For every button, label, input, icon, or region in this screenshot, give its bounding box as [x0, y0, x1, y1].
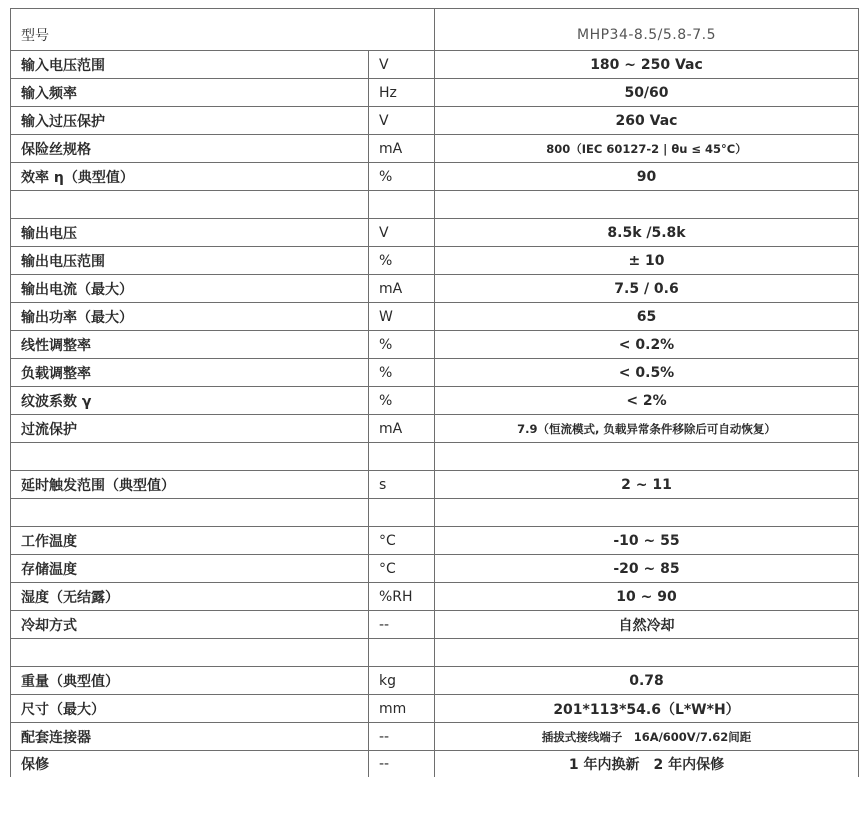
table-row: [11, 219, 859, 247]
param-unit: --: [369, 611, 435, 639]
model-value: MHP34-8.5/5.8-7.5: [435, 9, 859, 51]
param-value: [435, 499, 859, 527]
param-name: 输入过压保护: [11, 107, 369, 135]
separator-row: [11, 191, 859, 219]
table-row: [11, 331, 859, 359]
model-label: 型号: [11, 9, 435, 51]
param-unit: °C: [369, 527, 435, 555]
param-unit: [369, 191, 435, 219]
table-row: [11, 247, 859, 275]
table-row: [11, 583, 859, 611]
param-unit: %: [369, 387, 435, 415]
separator-row: [11, 443, 859, 471]
param-name: 输入频率: [11, 79, 369, 107]
param-unit: mm: [369, 695, 435, 723]
param-unit: Hz: [369, 79, 435, 107]
param-value: 7.5 / 0.6: [435, 275, 859, 303]
table-row: [11, 723, 859, 751]
param-value: [435, 639, 859, 667]
param-name: 保险丝规格: [11, 135, 369, 163]
param-name: 配套连接器: [11, 723, 369, 751]
param-value: 0.78: [435, 667, 859, 695]
param-name: 输出功率（最大）: [11, 303, 369, 331]
param-value: 2 ~ 11: [435, 471, 859, 499]
table-row: [11, 667, 859, 695]
param-value: 50/60: [435, 79, 859, 107]
param-unit: mA: [369, 135, 435, 163]
param-name: 负载调整率: [11, 359, 369, 387]
param-name: 重量（典型值）: [11, 667, 369, 695]
param-unit: W: [369, 303, 435, 331]
param-name: 工作温度: [11, 527, 369, 555]
param-value: < 0.5%: [435, 359, 859, 387]
table-row: [11, 471, 859, 499]
param-unit: %: [369, 359, 435, 387]
param-value: 插拔式接线端子 16A/600V/7.62间距: [435, 723, 859, 751]
param-name: 延时触发范围（典型值）: [11, 471, 369, 499]
param-unit: s: [369, 471, 435, 499]
param-name: 过流保护: [11, 415, 369, 443]
table-row: [11, 751, 859, 777]
table-row: [11, 695, 859, 723]
param-value: 180 ~ 250 Vac: [435, 51, 859, 79]
param-value: -20 ~ 85: [435, 555, 859, 583]
table-row: [11, 51, 859, 79]
param-name: 湿度（无结露）: [11, 583, 369, 611]
param-name: 冷却方式: [11, 611, 369, 639]
table-row: [11, 555, 859, 583]
table-row: [11, 527, 859, 555]
param-unit: mA: [369, 415, 435, 443]
param-value: 自然冷却: [435, 611, 859, 639]
param-value: < 0.2%: [435, 331, 859, 359]
param-unit: kg: [369, 667, 435, 695]
param-unit: %: [369, 163, 435, 191]
param-value: 90: [435, 163, 859, 191]
param-value: ± 10: [435, 247, 859, 275]
param-name: 输出电流（最大）: [11, 275, 369, 303]
param-name: [11, 443, 369, 471]
param-name: 存储温度: [11, 555, 369, 583]
param-name: 输出电压范围: [11, 247, 369, 275]
param-value: < 2%: [435, 387, 859, 415]
param-unit: %: [369, 331, 435, 359]
param-name: [11, 191, 369, 219]
table-row: [11, 107, 859, 135]
param-value: -10 ~ 55: [435, 527, 859, 555]
param-unit: V: [369, 107, 435, 135]
param-name: 线性调整率: [11, 331, 369, 359]
param-value: 10 ~ 90: [435, 583, 859, 611]
param-value: 1 年内换新 2 年内保修: [435, 751, 859, 777]
param-name: 输入电压范围: [11, 51, 369, 79]
param-unit: [369, 639, 435, 667]
param-unit: [369, 499, 435, 527]
model-row: [11, 9, 859, 51]
param-value: [435, 191, 859, 219]
table-row: [11, 611, 859, 639]
param-value: 7.9（恒流模式, 负载异常条件移除后可自动恢复）: [435, 415, 859, 443]
param-unit: %RH: [369, 583, 435, 611]
table-row: [11, 79, 859, 107]
param-name: 尺寸（最大）: [11, 695, 369, 723]
param-unit: V: [369, 51, 435, 79]
param-value: 65: [435, 303, 859, 331]
param-value: 201*113*54.6（L*W*H）: [435, 695, 859, 723]
separator-row: [11, 499, 859, 527]
param-unit: V: [369, 219, 435, 247]
param-unit: --: [369, 723, 435, 751]
table-row: [11, 303, 859, 331]
param-value: 8.5k /5.8k: [435, 219, 859, 247]
param-name: 输出电压: [11, 219, 369, 247]
table-row: [11, 275, 859, 303]
param-unit: %: [369, 247, 435, 275]
param-value: 800（IEC 60127-2 | θu ≤ 45°C）: [435, 135, 859, 163]
param-name: [11, 499, 369, 527]
spec-table: [10, 8, 859, 777]
param-unit: °C: [369, 555, 435, 583]
param-value: 260 Vac: [435, 107, 859, 135]
param-unit: [369, 443, 435, 471]
table-row: [11, 163, 859, 191]
table-row: [11, 135, 859, 163]
param-unit: mA: [369, 275, 435, 303]
table-row: [11, 387, 859, 415]
param-name: 纹波系数 γ: [11, 387, 369, 415]
table-row: [11, 415, 859, 443]
param-unit: --: [369, 751, 435, 777]
param-name: 保修: [11, 751, 369, 777]
param-name: [11, 639, 369, 667]
table-row: [11, 359, 859, 387]
param-value: [435, 443, 859, 471]
separator-row: [11, 639, 859, 667]
param-name: 效率 η（典型值）: [11, 163, 369, 191]
